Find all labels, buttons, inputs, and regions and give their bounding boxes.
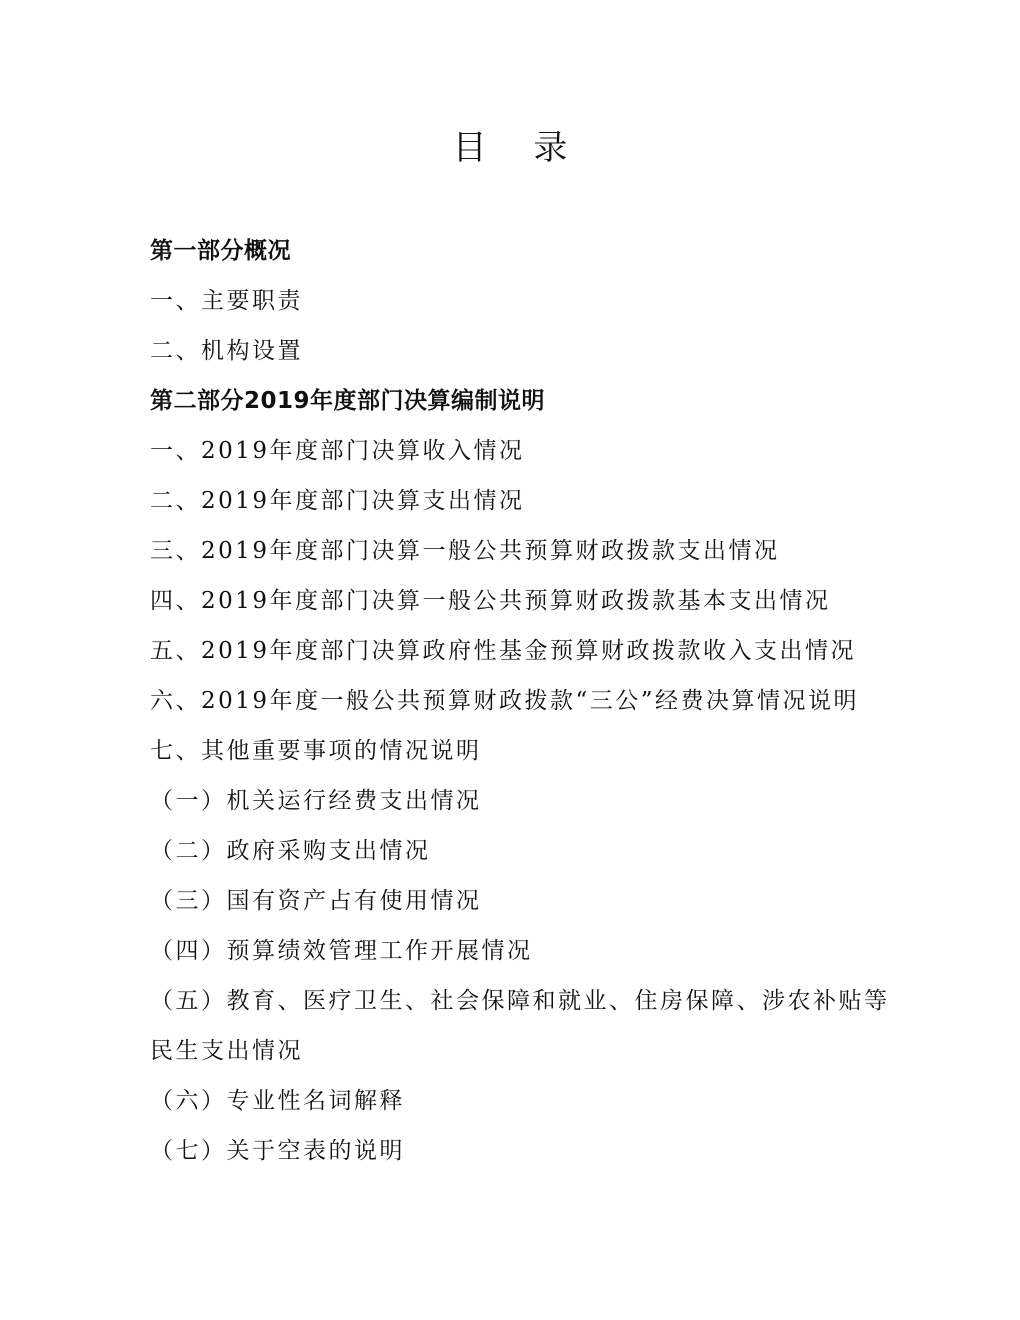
toc-subitem: （三）国有资产占有使用情况 — [150, 888, 482, 914]
toc-subitem-continuation: 民生支出情况 — [150, 1038, 303, 1064]
toc-subitem: （六）专业性名词解释 — [150, 1088, 405, 1114]
toc-item: 二、2019年度部门决算支出情况 — [150, 488, 525, 514]
toc-subitem: （一）机关运行经费支出情况 — [150, 788, 482, 814]
toc-subitem: （七）关于空表的说明 — [150, 1138, 405, 1164]
page-title: 目 录 — [452, 128, 586, 168]
toc-item: 一、2019年度部门决算收入情况 — [150, 438, 525, 464]
toc-part-1: 第一部分概况 — [150, 238, 291, 264]
toc-subitem: （五）教育、医疗卫生、社会保障和就业、住房保障、涉农补贴等 — [150, 988, 890, 1014]
toc-item: 五、2019年度部门决算政府性基金预算财政拨款收入支出情况 — [150, 638, 857, 664]
toc-part-2: 第二部分2019年度部门决算编制说明 — [150, 388, 546, 414]
toc-item: 七、其他重要事项的情况说明 — [150, 738, 482, 764]
table-of-contents — [150, 226, 890, 1176]
toc-item: 一、主要职责 — [150, 288, 303, 314]
toc-subitem: （二）政府采购支出情况 — [150, 838, 431, 864]
toc-item: 六、2019年度一般公共预算财政拨款“三公”经费决算情况说明 — [150, 688, 860, 714]
toc-item: 三、2019年度部门决算一般公共预算财政拨款支出情况 — [150, 538, 780, 564]
toc-item: 二、机构设置 — [150, 338, 303, 364]
toc-subitem: （四）预算绩效管理工作开展情况 — [150, 938, 533, 964]
toc-item: 四、2019年度部门决算一般公共预算财政拨款基本支出情况 — [150, 588, 831, 614]
